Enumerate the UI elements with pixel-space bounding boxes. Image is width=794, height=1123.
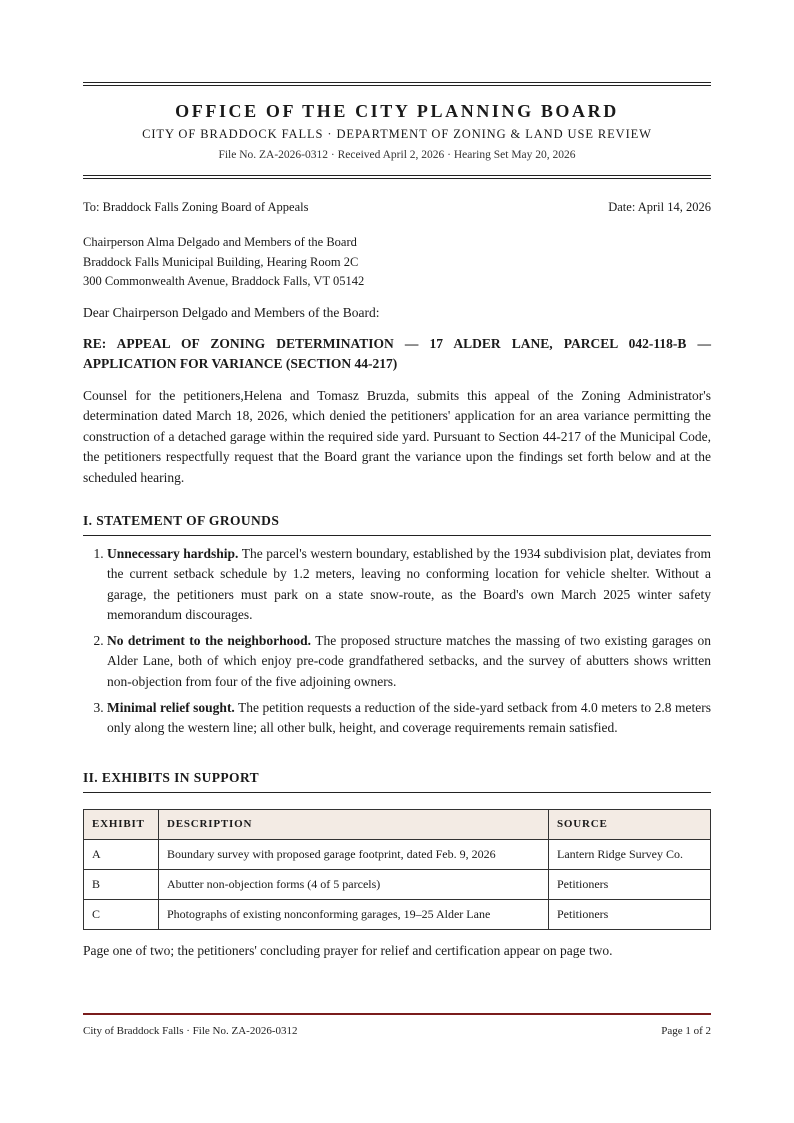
ground-lead: Unnecessary hardship. (107, 546, 239, 561)
table-header-row (84, 809, 711, 839)
section-heading-grounds: I. STATEMENT OF GROUNDS (83, 512, 711, 536)
list-item (107, 544, 711, 625)
table-cell: B (84, 869, 159, 899)
intro-paragraph: Counsel for the petitioners,Helena and Tomasz Bruzda, submits this appeal of the Zoning Administrator's determination dated March 18, 2026, which denied the petitioners' application for an area variance permitting the construction of a detached garage within the required side yard. Pursuant to Section 44-217 of the Municipal Code, the petitioners respectfully request that the Board grant the variance upon the findings set forth below and at the scheduled hearing. (83, 387, 711, 485)
footer-file-reference: City of Braddock Falls · File No. ZA-2026-0312 (83, 1025, 298, 1037)
ground-text: The parcel's western boundary, established by the 1934 subdivision plat, deviates from the current setback schedule by 1.2 meters, leaving no conforming location for vehicle shelter. Without a garage, the petitioners must park on a state snow-route, as the Board's own March 2025 winter safety memorandum discourages. (107, 546, 711, 622)
ground-text: The proposed structure matches the massing of two existing garages on Alder Lane, both of which enjoy pre-code grandfathered setbacks, and the survey of abutters shows written non-objection from four of the five adjoining owners. (107, 633, 711, 689)
table-cell: Abutter non-objection forms (4 of 5 parcels) (159, 869, 549, 899)
table-row (84, 869, 711, 899)
office-subtitle: CITY OF BRADDOCK FALLS · DEPARTMENT OF ZONING & LAND USE REVIEW (142, 127, 652, 141)
office-title: OFFICE OF THE CITY PLANNING BOARD (175, 101, 619, 121)
table-cell: Boundary survey with proposed garage footprint, dated Feb. 9, 2026 (159, 839, 549, 869)
list-item (107, 698, 711, 739)
letter-date: Date: April 14, 2026 (608, 200, 711, 214)
recipient-line: To: Braddock Falls Zoning Board of Appeals (83, 200, 309, 214)
closing-note: Page one of two; the petitioners' concluding prayer for relief and certification appear on page two. (83, 942, 613, 958)
address-block (83, 233, 711, 292)
list-item (107, 631, 711, 692)
column-header-source: SOURCE (549, 809, 711, 839)
table-cell: Lantern Ridge Survey Co. (549, 839, 711, 869)
table-cell: A (84, 839, 159, 869)
ground-lead: Minimal relief sought. (107, 700, 235, 716)
recipient-date-row (83, 199, 711, 215)
address-line: Braddock Falls Municipal Building, Hearing Room 2C (83, 254, 359, 269)
grounds-list (83, 544, 711, 739)
masthead (83, 86, 711, 175)
masthead-bottom-rule (83, 175, 711, 179)
column-header-description: DESCRIPTION (159, 809, 549, 839)
table-cell: Photographs of existing nonconforming garages, 19–25 Alder Lane (159, 899, 549, 929)
section-heading-exhibits: II. EXHIBITS IN SUPPORT (83, 769, 711, 793)
table-row (84, 899, 711, 929)
page-footer (83, 1013, 711, 1037)
address-line: Chairperson Alma Delgado and Members of the Board (83, 235, 357, 249)
table-cell: Petitioners (549, 899, 711, 929)
salutation: Dear Chairperson Delgado and Members of the Board: (83, 304, 380, 320)
column-header-exhibit: EXHIBIT (84, 809, 159, 839)
exhibits-table (83, 809, 711, 930)
letter-page (83, 82, 711, 960)
subject-line: RE: APPEAL OF ZONING DETERMINATION — 17 ALDER LANE, PARCEL 042-118-B — APPLICATION FOR VARIANCE (SECTION 44-217) (83, 335, 711, 371)
page-number: Page 1 of 2 (661, 1025, 711, 1037)
file-info-line: File No. ZA-2026-0312 · Received April 2, 2026 · Hearing Set May 20, 2026 (218, 149, 576, 161)
table-cell: C (84, 899, 159, 929)
ground-lead: No detriment to the neighborhood. (107, 633, 312, 649)
table-cell: Petitioners (549, 869, 711, 899)
address-line: 300 Commonwealth Avenue, Braddock Falls, VT 05142 (83, 274, 365, 288)
ground-text: The petition requests a reduction of the side-yard setback from 4.0 meters to 2.8 meters only along the western line; all other bulk, height, and coverage requirements remain satisfied. (107, 700, 711, 736)
table-row (84, 839, 711, 869)
